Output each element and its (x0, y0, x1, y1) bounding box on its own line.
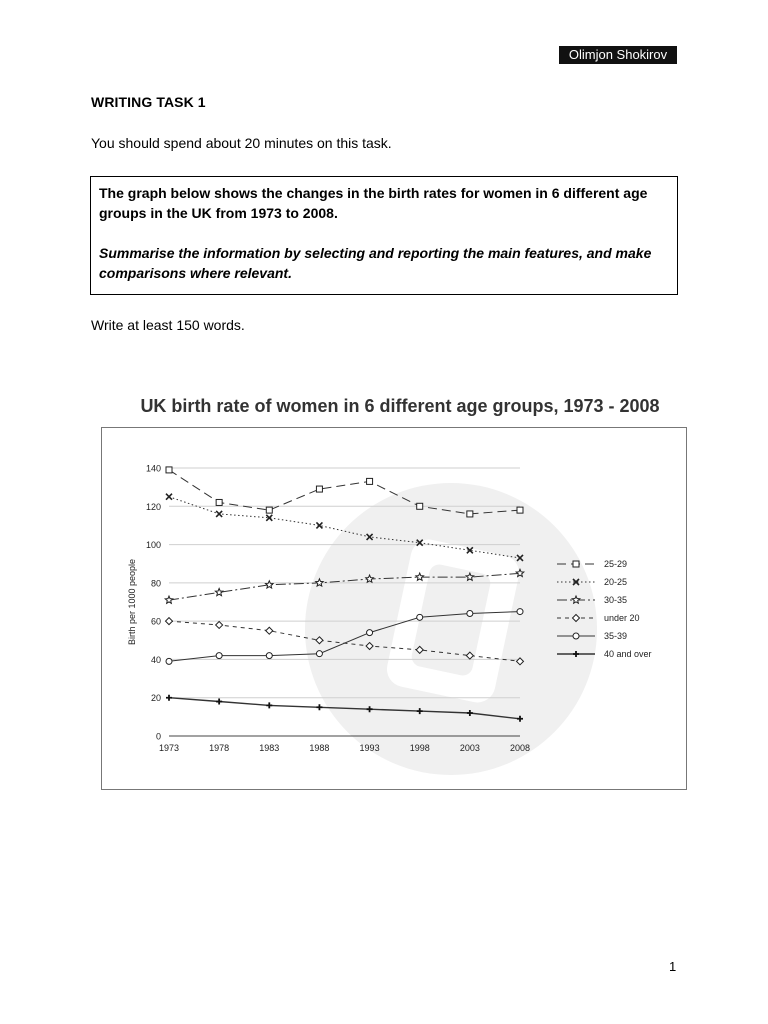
y-tick-label: 100 (145, 540, 161, 551)
diamond-marker (166, 618, 173, 625)
data-point (266, 653, 272, 659)
y-tick-label: 20 (150, 693, 161, 704)
x-tick-label: 1988 (309, 743, 330, 753)
square-marker (266, 507, 272, 513)
x-marker (166, 494, 172, 500)
data-point (573, 561, 579, 567)
page-number: 1 (669, 959, 677, 974)
data-point (216, 653, 222, 659)
y-axis-label: Birth per 1000 people (127, 558, 137, 646)
data-point (316, 651, 322, 657)
legend-label: 25-29 (604, 559, 628, 569)
data-point (265, 581, 273, 588)
x-tick-label: 2003 (459, 743, 480, 753)
data-point (417, 503, 423, 509)
star-marker (215, 588, 223, 595)
plus-marker (266, 702, 272, 708)
x-tick-label: 1978 (209, 743, 230, 753)
x-marker (216, 511, 222, 517)
square-marker (417, 503, 423, 509)
data-point (573, 633, 579, 639)
data-point (517, 507, 523, 513)
line-chart (102, 428, 688, 791)
circle-marker (166, 658, 172, 664)
data-point (467, 610, 473, 616)
square-marker (166, 467, 172, 473)
star-marker (165, 596, 173, 603)
y-tick-label: 0 (155, 731, 161, 742)
y-tick-label: 80 (150, 578, 161, 589)
plus-marker (216, 699, 222, 705)
square-marker (517, 507, 523, 513)
data-point (266, 507, 272, 513)
data-point (316, 486, 322, 492)
circle-marker (467, 610, 473, 616)
square-marker (216, 499, 222, 505)
data-point (166, 467, 172, 473)
circle-marker (517, 609, 523, 615)
y-tick-label: 140 (145, 463, 161, 474)
task-summary-instruction: Summarise the information by selecting and reporting the main features, and make comparisons where relevant. (99, 245, 652, 281)
circle-marker (266, 653, 272, 659)
square-marker (573, 561, 579, 567)
data-point (266, 627, 273, 634)
task-title: WRITING TASK 1 (91, 94, 206, 110)
square-marker (467, 511, 473, 517)
y-tick-label: 60 (150, 616, 161, 627)
circle-marker (417, 614, 423, 620)
legend-label: 35-39 (604, 631, 628, 641)
data-point (166, 658, 172, 664)
x-tick-label: 1998 (409, 743, 430, 753)
y-tick-label: 40 (150, 654, 161, 665)
plus-marker (316, 704, 322, 710)
circle-marker (367, 630, 373, 636)
star-marker (265, 581, 273, 588)
data-point (166, 618, 173, 625)
square-marker (316, 486, 322, 492)
time-instruction: You should spend about 20 minutes on this task. (91, 135, 392, 151)
square-marker (367, 478, 373, 484)
x-tick-label: 1983 (259, 743, 280, 753)
data-point (166, 695, 172, 701)
y-tick-label: 120 (145, 501, 161, 512)
x-tick-label: 2008 (509, 743, 531, 753)
x-tick-label: 1993 (359, 743, 380, 753)
data-point (367, 478, 373, 484)
legend-label: 20-25 (604, 577, 628, 587)
data-point (467, 511, 473, 517)
data-point (216, 511, 222, 517)
x-tick-label: 1973 (158, 743, 180, 753)
data-point (216, 699, 222, 705)
data-point (517, 609, 523, 615)
data-point (215, 588, 223, 595)
data-point (216, 621, 223, 628)
data-point (216, 499, 222, 505)
plus-marker (166, 695, 172, 701)
diamond-marker (266, 627, 273, 634)
author-name-badge: Olimjon Shokirov (559, 46, 677, 64)
circle-marker (573, 633, 579, 639)
legend-label: 30-35 (604, 595, 628, 605)
legend-label: 40 and over (604, 649, 652, 659)
task-prompt: The graph below shows the changes in the birth rates for women in 6 different age groups in the UK from 1973 to 2008. (99, 185, 648, 221)
diamond-marker (216, 621, 223, 628)
data-point (417, 614, 423, 620)
data-point (266, 702, 272, 708)
chart-frame (101, 427, 687, 790)
data-point (166, 494, 172, 500)
word-count-instruction: Write at least 150 words. (91, 317, 245, 333)
data-point (367, 630, 373, 636)
circle-marker (216, 653, 222, 659)
data-point (316, 704, 322, 710)
circle-marker (316, 651, 322, 657)
task-prompt-box (90, 176, 678, 295)
legend-label: under 20 (604, 613, 640, 623)
watermark-logo (305, 483, 597, 775)
chart-title: UK birth rate of women in 6 different age groups, 1973 - 2008 (140, 396, 660, 416)
data-point (165, 596, 173, 603)
